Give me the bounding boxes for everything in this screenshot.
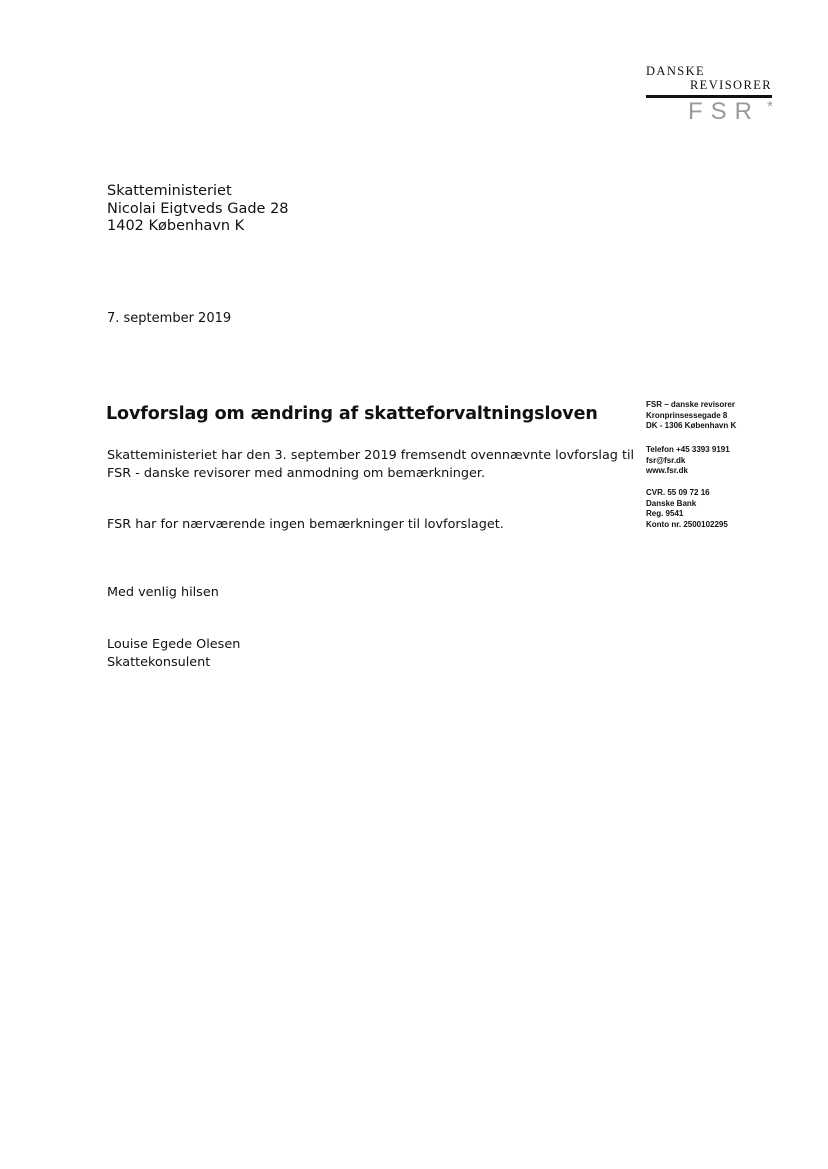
signature-block xyxy=(107,636,240,672)
recipient-street: Nicolai Eigtveds Gade 28 xyxy=(107,200,289,217)
sender-org: FSR – danske revisorer xyxy=(646,400,735,409)
sender-city: DK - 1306 København K xyxy=(646,421,737,430)
sender-contact-block xyxy=(646,445,730,477)
recipient-city: 1402 København K xyxy=(107,218,245,234)
sender-email: fsr@fsr.dk xyxy=(646,455,686,465)
letter-date: 7. september 2019 xyxy=(107,311,232,326)
closing-salutation: Med venlig hilsen xyxy=(107,585,219,600)
logo-star: * xyxy=(767,98,773,115)
signatory-title: Skattekonsulent xyxy=(107,655,211,670)
sender-bank: Danske Bank xyxy=(646,498,697,508)
sender-web: www.fsr.dk xyxy=(646,466,688,475)
letter-subject: Lovforslag om ændring af skatteforvaltningsloven xyxy=(106,404,598,424)
sender-reg: Reg. 9541 xyxy=(646,509,684,518)
sender-cvr: CVR. 55 09 72 16 xyxy=(646,488,710,497)
logo-text-danske: DANSKE xyxy=(646,64,706,78)
logo-mark-fsr: FSR xyxy=(688,98,760,125)
body-paragraph-1-line-2: FSR - danske revisorer med anmodning om bemærkninger. xyxy=(107,466,486,481)
sender-address-block xyxy=(646,400,736,432)
body-paragraph-2: FSR har for nærværende ingen bemærkninger til lovforslaget. xyxy=(107,517,504,532)
logo-text-revisorer: REVISORER xyxy=(689,78,772,92)
recipient-name: Skatteministeriet xyxy=(107,183,232,199)
sender-street: Kronprinsessegade 8 xyxy=(646,410,728,420)
body-paragraph-1 xyxy=(107,447,634,483)
body-paragraph-1-line-1: Skatteministeriet har den 3. september 2019 fremsendt ovennævnte lovforslag til xyxy=(107,448,635,463)
sender-bank-block xyxy=(646,488,728,530)
recipient-address xyxy=(107,183,289,236)
sender-account: Konto nr. 2500102295 xyxy=(646,519,728,529)
fsr-logo xyxy=(646,64,774,128)
signatory-name: Louise Egede Olesen xyxy=(107,637,241,652)
sender-phone: Telefon +45 3393 9191 xyxy=(646,445,730,454)
